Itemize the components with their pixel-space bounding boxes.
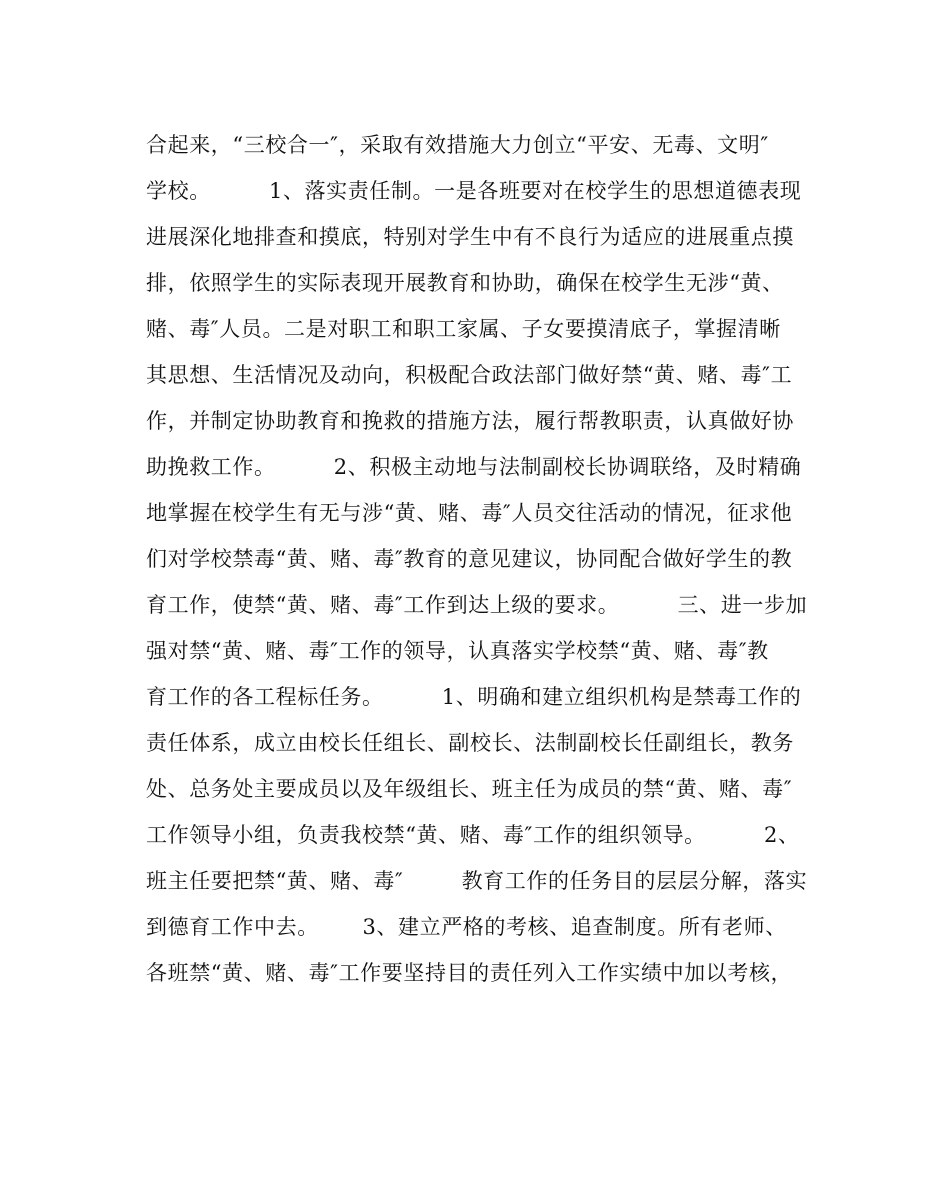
text-line: 责任体系，成立由校长任组长、副校长、法制副校长任副组长，教务 (146, 731, 794, 755)
text-line: 育工作的各工程标任务。 1、明确和建立组织机构是禁毒工作的 (146, 685, 802, 709)
text-line: 学校。 1、落实责任制。一是各班要对在校学生的思想道德表现 (146, 179, 802, 203)
text-line: 处、总务处主要成员以及年级组长、班主任为成员的禁“黄、赌、毒″ (146, 777, 793, 801)
text-line: 作，并制定协助教育和挽救的措施方法，履行帮教职责，认真做好协 (146, 409, 794, 433)
text-line: 到德育工作中去。 3、建立严格的考核、追查制度。所有老师、 (146, 915, 787, 939)
text-line: 育工作，使禁“黄、赌、毒″工作到达上级的要求。 三、进一步加 (146, 593, 808, 617)
text-line: 合起来，“三校合一″，采取有效措施大力创立“平安、无毒、文明″ (146, 133, 769, 157)
text-line: 强对禁“黄、赌、毒″工作的领导，认真落实学校禁“黄、赌、毒″教 (146, 639, 769, 663)
text-line: 其思想、生活情况及动向，积极配合政法部门做好禁“黄、赌、毒″工 (146, 363, 793, 387)
body-text (146, 122, 826, 996)
text-line: 进展深化地排查和摸底，特别对学生中有不良行为适应的进展重点摸 (146, 225, 794, 249)
text-line: 们对学校禁毒“黄、赌、毒″教育的意见建议，协同配合做好学生的教 (146, 547, 793, 571)
text-line: 工作领导小组，负责我校禁“黄、赌、毒″工作的组织领导。 2、 (146, 823, 800, 847)
text-line: 班主任要把禁“黄、赌、毒″ 教育工作的任务目的层层分解，落实 (146, 869, 808, 893)
text-line: 赌、毒″人员。二是对职工和职工家属、子女要摸清底子，掌握清晰 (146, 317, 781, 341)
text-line: 地掌握在校学生有无与涉“黄、赌、毒″人员交往活动的情况，征求他 (146, 501, 793, 525)
text-line: 排，依照学生的实际表现开展教育和协助，确保在校学生无涉“黄、 (146, 271, 784, 295)
text-line: 助挽救工作。 2、积极主动地与法制副校长协调联络，及时精确 (146, 455, 802, 479)
text-line: 各班禁“黄、赌、毒″工作要坚持目的责任列入工作实绩中加以考核， (146, 961, 793, 985)
